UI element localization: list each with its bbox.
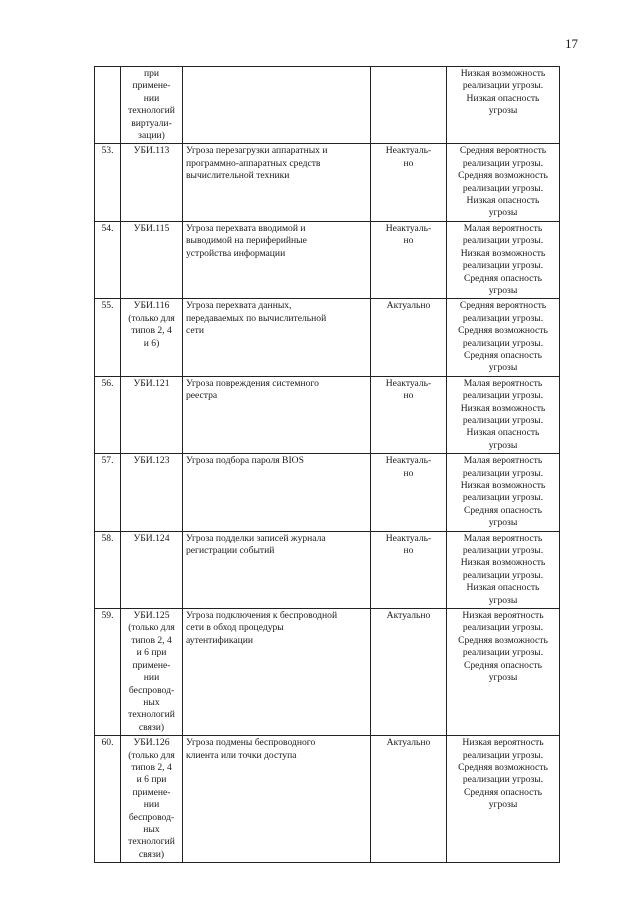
threat-assessment-line: реализации угрозы. xyxy=(462,647,544,659)
threat-assessment-line: угрозы xyxy=(488,439,518,451)
threat-assessment xyxy=(447,67,560,144)
threat-name-line: Угроза подделки записей журнала xyxy=(186,532,326,544)
threat-id-line: при xyxy=(143,68,160,79)
threat-name-line: аутентификации xyxy=(186,634,254,646)
threat-actuality-line: Неактуаль- xyxy=(385,145,432,157)
page-number: 17 xyxy=(565,36,578,51)
threat-assessment-line: Низкая опасность xyxy=(466,195,540,207)
threat-name xyxy=(183,221,371,298)
threat-actuality-line: но xyxy=(403,235,414,247)
threats-table xyxy=(94,66,560,863)
threat-id-line: нии xyxy=(143,92,160,104)
threat-id-line: УБИ.115 xyxy=(133,222,170,234)
threat-actuality-line: но xyxy=(403,545,414,557)
threat-id-line: УБИ.123 xyxy=(133,455,170,467)
threat-assessment-line: Низкая возможность xyxy=(460,68,546,79)
threat-assessment-line: реализации угрозы. xyxy=(462,182,544,194)
threat-id-line: типов 2, 4 xyxy=(131,634,172,646)
row-number-text: 53. xyxy=(101,145,114,157)
threat-name xyxy=(183,454,371,531)
threat-actuality xyxy=(371,736,447,863)
threat-id-line: и 6 при xyxy=(136,647,167,659)
table-row xyxy=(95,67,560,144)
table-row xyxy=(95,299,560,376)
threat-assessment xyxy=(447,376,560,453)
threat-assessment xyxy=(447,531,560,608)
threat-id-line: УБИ.113 xyxy=(133,145,170,157)
threat-assessment-line: угрозы xyxy=(488,362,518,374)
threat-assessment-line: Низкая возможность xyxy=(460,480,546,491)
row-number xyxy=(95,221,121,298)
threat-actuality-line: но xyxy=(403,390,414,402)
threat-name-line: Угроза подключения к беспроводной xyxy=(186,610,338,622)
threat-assessment xyxy=(447,221,560,298)
threat-name-line: передаваемых по вычислительной xyxy=(186,312,327,324)
threat-assessment-line: угрозы xyxy=(488,284,518,296)
threat-actuality xyxy=(371,609,447,736)
table-row xyxy=(95,531,560,608)
threat-assessment-line: Низкая опасность xyxy=(466,92,540,104)
threat-assessment-line: реализации угрозы. xyxy=(462,774,544,786)
row-number xyxy=(95,67,121,144)
threat-assessment xyxy=(447,144,560,221)
threat-id xyxy=(121,299,183,376)
threat-name-line: Угроза перехвата данных, xyxy=(186,300,292,312)
threat-id-line: зации) xyxy=(138,130,165,142)
threat-assessment-line: Средняя вероятность xyxy=(459,145,547,157)
table-row xyxy=(95,609,560,736)
threat-actuality xyxy=(371,67,447,144)
row-number xyxy=(95,454,121,531)
threat-assessment-line: Низкая опасность xyxy=(466,582,540,594)
table-row xyxy=(95,454,560,531)
threat-assessment-line: Средняя опасность xyxy=(463,349,542,361)
threat-name-line: клиента или точки доступа xyxy=(186,749,297,761)
threat-id-line: (только для xyxy=(128,622,175,634)
threat-assessment-line: Малая вероятность xyxy=(463,377,543,389)
table-row xyxy=(95,736,560,863)
threat-name-line: Угроза перезагрузки аппаратных и xyxy=(186,145,328,157)
threat-actuality-line: Актуально xyxy=(386,610,431,622)
threat-assessment-line: Малая вероятность xyxy=(463,222,543,234)
threat-id-line: технологий xyxy=(128,709,175,721)
threat-id xyxy=(121,144,183,221)
threat-assessment-line: Средняя возможность xyxy=(458,761,548,773)
threat-id-line: типов 2, 4 xyxy=(131,761,172,773)
row-number-text: 60. xyxy=(101,737,114,749)
threat-assessment xyxy=(447,609,560,736)
row-number xyxy=(95,531,121,608)
threat-assessment-line: реализации угрозы. xyxy=(462,312,544,324)
threat-name xyxy=(183,67,371,144)
row-number-text: 55. xyxy=(101,300,114,312)
row-number xyxy=(95,144,121,221)
threat-id-line: связи) xyxy=(138,848,165,860)
table-row xyxy=(95,376,560,453)
threat-assessment-line: реализации угрозы. xyxy=(462,569,544,581)
threat-name-line: Угроза подбора пароля BIOS xyxy=(186,455,304,467)
threat-name xyxy=(183,736,371,863)
threat-id-line: виртуали- xyxy=(131,117,172,129)
threat-actuality xyxy=(371,531,447,608)
threat-id xyxy=(121,221,183,298)
threat-name-line: Угроза перехвата вводимой и xyxy=(186,222,306,234)
threat-assessment-line: Средняя опасность xyxy=(463,272,542,284)
threat-assessment-line: Средняя возможность xyxy=(458,325,548,337)
threat-assessment-line: реализации угрозы. xyxy=(462,414,544,426)
row-number xyxy=(95,736,121,863)
threat-assessment-line: Средняя возможность xyxy=(458,634,548,646)
threat-name xyxy=(183,144,371,221)
threat-actuality-line: но xyxy=(403,467,414,479)
threat-id-line: и 6 при xyxy=(136,774,167,786)
row-number xyxy=(95,609,121,736)
threat-id xyxy=(121,376,183,453)
threat-assessment-line: реализации угрозы. xyxy=(462,260,544,272)
threat-assessment-line: реализации угрозы. xyxy=(462,157,544,169)
table-row xyxy=(95,144,560,221)
threat-id xyxy=(121,736,183,863)
threat-assessment-line: угрозы xyxy=(488,517,518,529)
row-number xyxy=(95,376,121,453)
threat-id xyxy=(121,454,183,531)
threat-actuality xyxy=(371,221,447,298)
threat-actuality xyxy=(371,299,447,376)
threat-assessment-line: Средняя опасность xyxy=(463,659,542,671)
threat-actuality-line: Неактуаль- xyxy=(385,455,432,467)
threat-assessment-line: реализации угрозы. xyxy=(462,337,544,349)
threat-id xyxy=(121,67,183,144)
threat-assessment-line: Малая вероятность xyxy=(463,532,543,544)
threat-id xyxy=(121,531,183,608)
threat-name xyxy=(183,376,371,453)
threat-assessment-line: Низкая вероятность xyxy=(462,610,544,622)
threat-assessment-line: Средняя вероятность xyxy=(459,300,547,312)
threat-name-line: сети xyxy=(186,325,204,337)
threat-id-line: примене- xyxy=(132,786,171,798)
threat-name-line: регистрации событий xyxy=(186,545,275,557)
threat-assessment-line: угрозы xyxy=(488,672,518,684)
threat-assessment-line: Низкая возможность xyxy=(460,557,546,569)
threat-assessment-line: реализации угрозы. xyxy=(462,80,544,92)
threat-id-line: (только для xyxy=(128,312,175,324)
threat-id-line: ных xyxy=(143,696,160,708)
threat-actuality xyxy=(371,376,447,453)
threat-id-line: типов 2, 4 xyxy=(131,325,172,337)
threat-actuality-line: Неактуаль- xyxy=(385,532,432,544)
threat-assessment xyxy=(447,299,560,376)
threat-name-line: сети в обход процедуры xyxy=(186,622,284,634)
threat-name-line: реестра xyxy=(186,390,218,402)
table-row xyxy=(95,221,560,298)
threat-id-line: УБИ.125 xyxy=(133,610,170,622)
threat-assessment xyxy=(447,454,560,531)
threat-assessment-line: Средняя опасность xyxy=(463,786,542,798)
threat-id-line: беспровод- xyxy=(128,811,175,823)
threat-id-line: примене- xyxy=(132,80,171,92)
threat-assessment-line: реализации угрозы. xyxy=(462,545,544,557)
threat-id-line: технологий xyxy=(128,836,175,848)
threat-name xyxy=(183,299,371,376)
threat-assessment-line: Средняя опасность xyxy=(463,504,542,516)
row-number-text: 57. xyxy=(101,455,114,467)
threat-id-line: технологий xyxy=(128,105,175,117)
threat-assessment-line: Средняя возможность xyxy=(458,170,548,182)
threat-name-line: программно-аппаратных средств xyxy=(186,157,321,169)
threat-id xyxy=(121,609,183,736)
threat-name xyxy=(183,531,371,608)
row-number-text: 58. xyxy=(101,532,114,544)
threat-assessment xyxy=(447,736,560,863)
threat-name-line: выводимой на периферийные xyxy=(186,235,307,247)
threat-id-line: УБИ.124 xyxy=(133,532,170,544)
threat-assessment-line: реализации угрозы. xyxy=(462,235,544,247)
threat-assessment-line: реализации угрозы. xyxy=(462,467,544,479)
threat-actuality-line: Актуально xyxy=(386,737,431,749)
threat-id-line: (только для xyxy=(128,749,175,761)
threat-assessment-line: реализации угрозы. xyxy=(462,749,544,761)
row-number-text: 54. xyxy=(101,222,114,234)
threat-id-line: примене- xyxy=(132,659,171,671)
threat-rows xyxy=(95,67,560,863)
threat-assessment-line: реализации угрозы. xyxy=(462,622,544,634)
threat-assessment-line: угрозы xyxy=(488,799,518,811)
threat-id-line: УБИ.121 xyxy=(133,377,170,389)
threat-id-line: нии xyxy=(143,672,160,684)
threat-name-line: Угроза повреждения системного xyxy=(186,377,319,389)
threat-assessment-line: угрозы xyxy=(488,207,518,219)
threat-id-line: УБИ.116 xyxy=(133,300,170,312)
threat-assessment-line: Низкая опасность xyxy=(466,427,540,439)
threat-actuality-line: Неактуаль- xyxy=(385,222,432,234)
threat-name-line: устройства информации xyxy=(186,247,286,259)
threat-assessment-line: Низкая вероятность xyxy=(462,737,544,749)
threat-id-line: связи) xyxy=(138,721,165,733)
threat-actuality-line: Неактуаль- xyxy=(385,377,432,389)
threat-actuality-line: но xyxy=(403,157,414,169)
threat-actuality-line: Актуально xyxy=(386,300,431,312)
threat-name-line: Угроза подмены беспроводного xyxy=(186,737,316,749)
threat-name-line: вычислительной техники xyxy=(186,170,290,182)
threat-id-line: УБИ.126 xyxy=(133,737,170,749)
threat-id-line: ных xyxy=(143,823,160,835)
row-number-text: 56. xyxy=(101,377,114,389)
threat-id-line: нии xyxy=(143,799,160,811)
threat-assessment-line: реализации угрозы. xyxy=(462,390,544,402)
threat-name xyxy=(183,609,371,736)
threat-assessment-line: реализации угрозы. xyxy=(462,492,544,504)
threat-id-line: беспровод- xyxy=(128,684,175,696)
threat-assessment-line: угрозы xyxy=(488,105,518,117)
threat-actuality xyxy=(371,144,447,221)
threat-assessment-line: угрозы xyxy=(488,594,518,606)
threat-assessment-line: Малая вероятность xyxy=(463,455,543,467)
row-number xyxy=(95,299,121,376)
threat-actuality xyxy=(371,454,447,531)
row-number-text: 59. xyxy=(101,610,114,622)
threat-assessment-line: Низкая возможность xyxy=(460,402,546,414)
threat-id-line: и 6) xyxy=(143,337,160,349)
threat-assessment-line: Низкая возможность xyxy=(460,247,546,259)
